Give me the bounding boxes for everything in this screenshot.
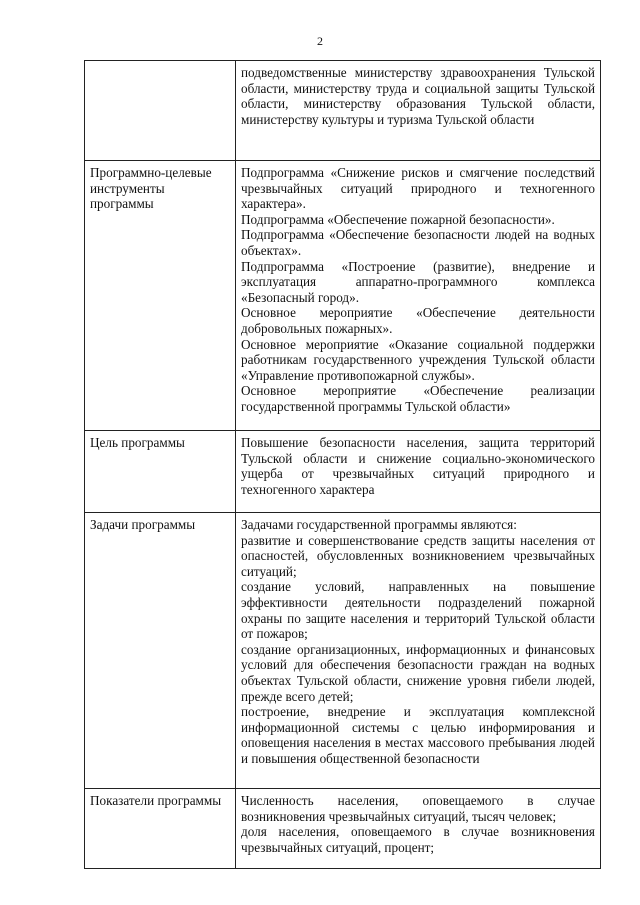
table-row-indicators [85,789,601,869]
table-row-tasks [85,513,601,789]
program-passport-table [84,60,601,869]
value-paragraph: доля населения, оповещаемого в случае возникновения чрезвычайных ситуаций, процент; [241,824,595,855]
value-paragraph: Подпрограмма «Обеспечение безопасности людей на водных объектах». [241,227,595,258]
value-paragraph: Подпрограмма «Обеспечение пожарной безопасности». [241,211,555,227]
row-value [236,789,601,869]
value-paragraph: развитие и совершенствование средств защиты населения от опасностей, обусловленных возникновением чрезвычайных ситуаций; [241,532,595,579]
value-paragraph: Подпрограмма «Построение (развитие), внедрение и эксплуатация аппаратно-программного комплекса «Безопасный город». [241,258,595,305]
value-paragraph: Основное мероприятие «Оказание социальной поддержки работникам государственного учреждения Тульской области «Управление противопожарной службы». [241,336,595,383]
row-label [85,61,236,161]
row-value [236,513,601,789]
row-label: Программно-целевые инструменты программы [85,161,236,431]
row-label: Показатели программы [85,789,236,869]
value-paragraph: Численность населения, оповещаемого в случае возникновения чрезвычайных ситуаций, тысяч человек; [241,793,595,824]
value-paragraph: Основное мероприятие «Обеспечение реализации государственной программы Тульской области» [241,383,595,414]
value-paragraph: Основное мероприятие «Обеспечение деятельности добровольных пожарных». [241,305,595,336]
table-row-instruments [85,161,601,431]
value-paragraph: построение, внедрение и эксплуатация комплексной информационной системы с целью информирования и оповещения населения в местах массового пребывания людей и повышения общественной безопасности [241,704,595,766]
value-paragraph: подведомственные министерству здравоохранения Тульской области, министерству труда и социальной защиты Тульской области, министерству образования Тульской области, министерству культуры и туризма Тульской области [241,65,595,127]
row-label: Задачи программы [85,513,236,789]
row-value [236,61,601,161]
value-paragraph: Подпрограмма «Снижение рисков и смягчение последствий чрезвычайных ситуаций природного и техногенного характера». [241,165,595,212]
table-row-executors-continued [85,61,601,161]
value-paragraph: Повышение безопасности населения, защита территорий Тульской области и снижение социально-экономического ущерба от чрезвычайных ситуаций природного и техногенного характера [241,435,595,497]
value-paragraph: создание организационных, информационных и финансовых условий для обеспечения безопасности граждан на водных объектах Тульской области, снижение уровня гибели людей, прежде всего детей; [241,641,595,704]
row-value [236,161,601,431]
value-paragraph: Задачами государственной программы являются: [241,517,517,532]
value-paragraph: создание условий, направленных на повышение эффективности деятельности подразделений пожарной охраны по защите населения и территорий Тульской области от пожаров; [241,579,595,642]
row-value [236,431,601,513]
page-number: 2 [317,34,323,48]
table-row-goal [85,431,601,513]
row-label: Цель программы [85,431,236,513]
